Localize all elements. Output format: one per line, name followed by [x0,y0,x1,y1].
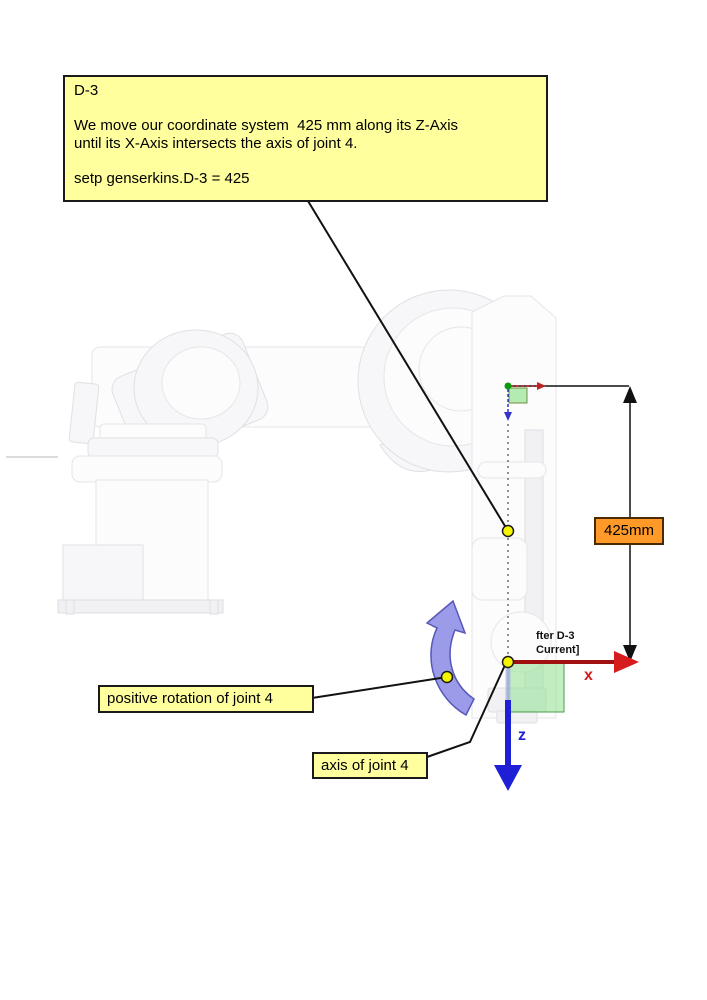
robot-shoulder-bore [162,347,240,419]
joint4-origin-dot [503,657,514,668]
current-frame-green-square [508,663,564,712]
x-axis-label: x [584,667,593,684]
rotation-marker-dot [442,672,453,683]
z-axis-arrowhead [494,765,522,791]
robot-base-flange [72,456,222,482]
robot-arm-render [6,290,556,723]
x-axis-arrowhead [614,651,639,673]
d3-note-box [63,75,548,202]
d3-reference-dot [503,526,514,537]
note-body-line1: We move our coordinate system 425 mm along its Z-Axis [74,117,459,134]
frame-caption-line2: Current] [536,644,580,656]
robot-wrist-stub [497,711,537,723]
robot-base-block [63,545,143,603]
robot-base-plate [58,600,223,613]
robot-forearm-plate [472,538,527,600]
upper-frame-origin-dot [505,383,512,390]
robot-forearm-slot [478,462,546,478]
dimension-value-box: 425mm [594,517,664,545]
rotation-label-leader [312,677,447,698]
upper-frame-green-square [509,388,527,403]
robot-base-ring [88,438,218,458]
rotation-label-box: positive rotation of joint 4 [98,685,314,713]
robot-base-foot [210,600,218,614]
dimension-arrowhead-top [623,386,637,403]
note-command: setp genserkins.D-3 = 425 [74,170,250,187]
axis-label-box: axis of joint 4 [312,752,428,779]
frame-caption-line1: fter D-3 [536,630,575,642]
note-title: D-3 [74,82,99,99]
frame-caption [536,629,606,657]
positive-rotation-arrow [427,601,474,715]
z-axis-label: z [518,727,526,744]
note-body-line2: until its X-Axis intersects the axis of joint 4. [74,135,358,152]
robot-shoulder-fin [69,382,99,444]
robot-base-foot [66,600,74,614]
